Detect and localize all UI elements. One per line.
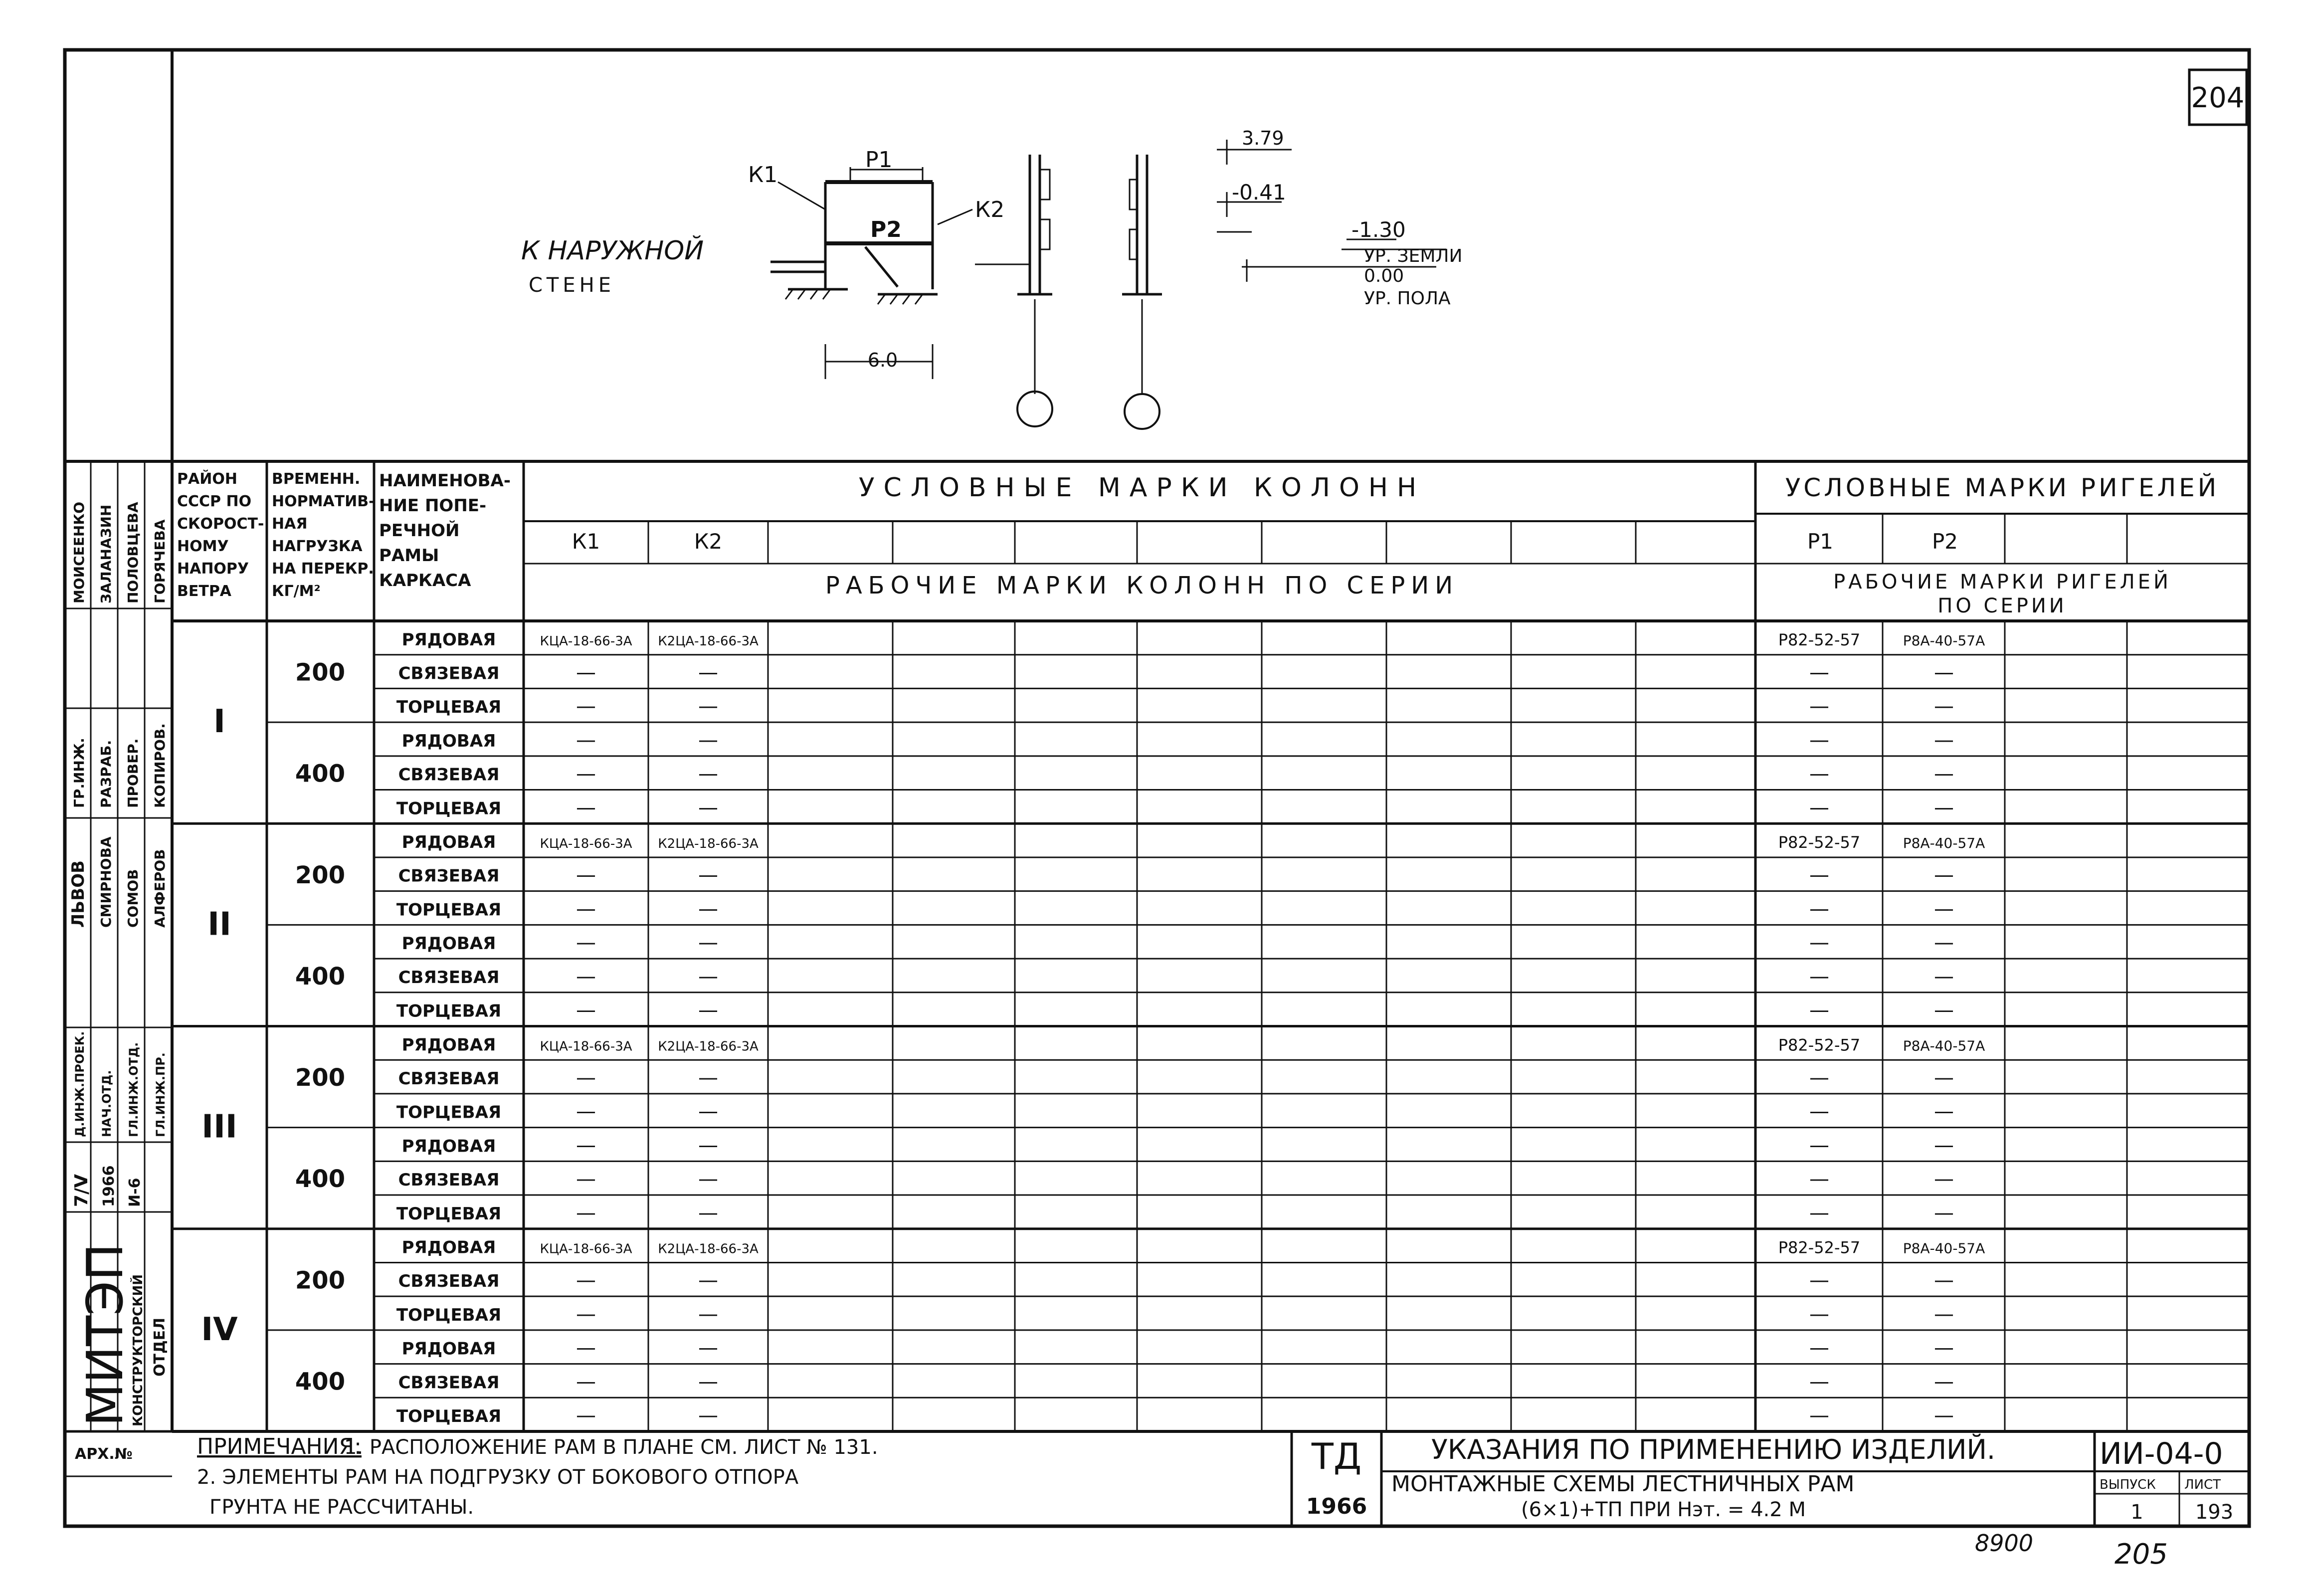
sheet-subtitle-1: МОНТАЖНЫЕ СХЕМЫ ЛЕСТНИЧНЫХ РАМ — [1391, 1471, 1855, 1497]
column-mark-k1: — — [576, 1168, 596, 1191]
note-1: 1. РАСПОЛОЖЕНИЕ РАМ В ПЛАНЕ СМ. ЛИСТ № 131. — [344, 1436, 878, 1459]
frame-type: ТОРЦЕВАЯ — [396, 1406, 502, 1427]
column-mark-k2: — — [698, 1302, 718, 1326]
stamp-org: ОТДЕЛ — [151, 1317, 169, 1377]
header-load: НАЯ — [272, 515, 308, 533]
diagram-outer-wall: К НАРУЖНОЙ — [521, 236, 704, 266]
girder-mark-p1: Р82-52-57 — [1778, 630, 1861, 649]
column-mark-k2: — — [698, 998, 718, 1022]
stamp-role: Д.ИНЖ.ПРОЕК. — [73, 1031, 87, 1137]
girder-mark-p1: — — [1809, 796, 1829, 819]
sheet-title: УКАЗАНИЯ ПО ПРИМЕНЕНИЮ ИЗДЕЛИЙ. — [1431, 1434, 1996, 1465]
header-region: НАПОРУ — [177, 560, 249, 578]
header-frame: РАМЫ — [379, 546, 439, 566]
load-value: 200 — [295, 658, 346, 687]
girder-mark-p2: — — [1934, 1370, 1954, 1394]
header-k2: К2 — [694, 529, 723, 554]
girder-mark-p1: — — [1809, 1269, 1829, 1292]
frame-type: СВЯЗЕВАЯ — [398, 765, 500, 785]
header-p1: Р1 — [1807, 529, 1834, 554]
stamp-name: ПОЛОВЦЕВА — [125, 502, 141, 603]
girder-mark-p2: — — [1934, 728, 1954, 752]
column-mark-k1: — — [576, 1370, 596, 1394]
girder-mark-p2: — — [1934, 1100, 1954, 1123]
stamp-role: ГР.ИНЖ. — [71, 738, 87, 808]
header-girders-working: ПО СЕРИИ — [1937, 595, 2067, 617]
load-value: 200 — [295, 1064, 346, 1092]
header-k1: К1 — [572, 529, 600, 554]
girder-mark-p2: — — [1934, 965, 1954, 988]
girder-mark-p1: — — [1809, 1201, 1829, 1224]
frame-type: РЯДОВАЯ — [401, 832, 496, 852]
level-floor: УР. ПОЛА — [1364, 288, 1451, 309]
girder-mark-p1: — — [1809, 728, 1829, 752]
girder-mark-p2: — — [1934, 1168, 1954, 1191]
level-041: -0.41 — [1232, 180, 1286, 204]
stamp-date: 7/V — [71, 1174, 92, 1207]
stamp-name: СМИРНОВА — [98, 836, 114, 928]
column-mark-k1: — — [576, 965, 596, 988]
column-mark-k2: — — [698, 931, 718, 955]
girder-mark-p2: — — [1934, 1269, 1954, 1292]
stamp-role: КОПИРОВ. — [152, 723, 168, 808]
column-mark-k2: К2ЦА-18-66-3А — [658, 633, 759, 649]
header-p2: Р2 — [1931, 529, 1958, 554]
girder-mark-p1: — — [1809, 1100, 1829, 1123]
column-mark-k1: КЦА-18-66-3А — [540, 1241, 632, 1257]
frame-type: ТОРЦЕВАЯ — [396, 1203, 502, 1224]
girder-mark-p1: — — [1809, 661, 1829, 684]
frame-type: СВЯЗЕВАЯ — [398, 1271, 500, 1292]
column-mark-k1: — — [576, 863, 596, 887]
diagram-labels — [521, 127, 1462, 371]
column-mark-k1: — — [576, 728, 596, 752]
column-mark-k2: К2ЦА-18-66-3А — [658, 836, 759, 851]
girder-mark-p2: Р8А-40-57А — [1903, 1240, 1985, 1257]
table-body — [177, 470, 2219, 1427]
region-number: II — [207, 906, 231, 943]
column-mark-k1: КЦА-18-66-3А — [540, 633, 632, 649]
notes — [197, 1434, 878, 1519]
header-region: НОМУ — [177, 538, 229, 555]
girder-mark-p2: — — [1934, 998, 1954, 1022]
diagram-label-k1: К1 — [748, 162, 778, 188]
header-region: СССР ПО — [177, 493, 252, 510]
header-load: НАГРУЗКА — [272, 538, 363, 555]
header-load: НА ПЕРЕКР. — [272, 560, 374, 578]
column-mark-k1: — — [576, 1269, 596, 1292]
girder-mark-p1: — — [1809, 965, 1829, 988]
column-mark-k2: — — [698, 1168, 718, 1191]
column-mark-k2: — — [698, 1269, 718, 1292]
bottom-mark-right: 205 — [2115, 1538, 2168, 1571]
column-mark-k1: — — [576, 762, 596, 786]
header-columns-working: РАБОЧИЕ МАРКИ КОЛОНН ПО СЕРИИ — [825, 572, 1459, 599]
frame-type: СВЯЗЕВАЯ — [398, 1373, 500, 1393]
girder-mark-p2: — — [1934, 863, 1954, 887]
girder-mark-p2: — — [1934, 762, 1954, 786]
girder-mark-p2: — — [1934, 695, 1954, 718]
diagram-label-p1: Р1 — [865, 147, 893, 173]
frame-type: СВЯЗЕВАЯ — [398, 1068, 500, 1089]
girder-mark-p1: — — [1809, 1134, 1829, 1157]
column-mark-k2: — — [698, 1370, 718, 1394]
column-mark-k2: — — [698, 863, 718, 887]
girder-mark-p2: — — [1934, 1066, 1954, 1089]
girder-mark-p2: — — [1934, 1404, 1954, 1427]
stamp-name: ЛЬВОВ — [68, 860, 88, 928]
column-mark-k2: — — [698, 1404, 718, 1427]
girder-mark-p1: — — [1809, 1168, 1829, 1191]
diagram-span: 6.0 — [867, 349, 898, 371]
sheet-subtitle-2: (6×1)+ТП ПРИ Нэт. = 4.2 М — [1521, 1498, 1806, 1521]
diagram-label-k2: К2 — [975, 197, 1005, 222]
girder-mark-p1: — — [1809, 1336, 1829, 1360]
column-mark-k1: — — [576, 796, 596, 819]
note-2: 2. ЭЛЕМЕНТЫ РАМ НА ПОДГРУЗКУ ОТ БОКОВОГО ОТПОРА — [197, 1466, 799, 1489]
level-ground: УР. ЗЕМЛИ — [1364, 246, 1463, 266]
frame-type: РЯДОВАЯ — [401, 1136, 496, 1157]
header-columns-conditional: УСЛОВНЫЕ МАРКИ КОЛОНН — [858, 473, 1426, 503]
girder-mark-p2: Р8А-40-57А — [1903, 1037, 1985, 1054]
stamp-org-logo: МИТЭП — [76, 1243, 134, 1426]
girder-mark-p2: — — [1934, 1336, 1954, 1360]
header-load: НОРМАТИВ- — [272, 493, 375, 510]
column-mark-k1: КЦА-18-66-3А — [540, 836, 632, 851]
level-379: 3.79 — [1242, 127, 1284, 149]
girder-mark-p1: — — [1809, 1302, 1829, 1326]
stamp-role: НАЧ.ОТД. — [100, 1070, 114, 1137]
girder-mark-p1: — — [1809, 1404, 1829, 1427]
stamp-role: ПРОВЕР. — [125, 738, 141, 808]
girder-mark-p2: Р8А-40-57А — [1903, 835, 1985, 851]
stamp-name: ЗАЛАНАЗИН — [98, 504, 114, 603]
issue-number: 1 — [2130, 1501, 2143, 1524]
column-mark-k1: — — [576, 695, 596, 718]
girder-mark-p1: — — [1809, 762, 1829, 786]
stamp-name: СОМОВ — [125, 869, 141, 928]
load-value: 400 — [295, 760, 346, 788]
load-value: 200 — [295, 1266, 346, 1295]
stamp-date: И-6 — [126, 1178, 144, 1207]
girder-mark-p1: — — [1809, 931, 1829, 955]
girder-mark-p1: — — [1809, 897, 1829, 921]
column-mark-k1: — — [576, 1134, 596, 1157]
girder-mark-p2: — — [1934, 897, 1954, 921]
frame-type: РЯДОВАЯ — [401, 1035, 496, 1055]
stamp-name: ГОРЯЧЕВА — [152, 519, 168, 603]
column-mark-k2: — — [698, 728, 718, 752]
girder-mark-p1: — — [1809, 998, 1829, 1022]
column-mark-k2: — — [698, 1201, 718, 1224]
girder-mark-p1: — — [1809, 1066, 1829, 1089]
region-number: I — [213, 703, 225, 741]
frame-type: ТОРЦЕВАЯ — [396, 1305, 502, 1325]
document-code: ИИ-04-0 — [2100, 1436, 2223, 1471]
column-mark-k1: — — [576, 1336, 596, 1360]
girder-mark-p2: — — [1934, 661, 1954, 684]
column-mark-k2: — — [698, 1100, 718, 1123]
load-value: 200 — [295, 861, 346, 889]
frame-type: ТОРЦЕВАЯ — [396, 798, 502, 819]
diagram-label-p2: Р2 — [870, 217, 902, 242]
header-frame: КАРКАСА — [379, 571, 471, 591]
column-mark-k1: — — [576, 897, 596, 921]
diagram-outer-wall-2: СТЕНЕ — [529, 274, 615, 297]
frame-type: ТОРЦЕВАЯ — [396, 697, 502, 718]
region-number: III — [201, 1108, 237, 1146]
frame-type: СВЯЗЕВАЯ — [398, 967, 500, 988]
girder-mark-p2: — — [1934, 1134, 1954, 1157]
column-mark-k2: — — [698, 1134, 718, 1157]
girder-mark-p1: Р82-52-57 — [1778, 833, 1861, 852]
column-mark-k2: — — [698, 762, 718, 786]
frame-diagram — [770, 140, 1446, 429]
header-girders-working: РАБОЧИЕ МАРКИ РИГЕЛЕЙ — [1833, 571, 2171, 594]
frame-type: РЯДОВАЯ — [401, 629, 496, 650]
frame-type: ТОРЦЕВАЯ — [396, 900, 502, 920]
column-mark-k1: — — [576, 1302, 596, 1326]
sheet-label: ЛИСТ — [2184, 1477, 2221, 1492]
stamp-role: РАЗРАБ. — [98, 740, 114, 808]
header-frame: РЕЧНОЙ — [379, 521, 460, 541]
frame-type: СВЯЗЕВАЯ — [398, 663, 500, 684]
region-number: IV — [201, 1311, 238, 1348]
title-year: 1966 — [1306, 1494, 1367, 1519]
frame-type: РЯДОВАЯ — [401, 1237, 496, 1258]
stamp-archive: АРХ.№ — [75, 1445, 133, 1463]
column-mark-k2: — — [698, 1066, 718, 1089]
stamp-role: ГЛ.ИНЖ.ОТД. — [127, 1042, 141, 1137]
header-load: ВРЕМЕНН. — [272, 470, 361, 488]
girder-mark-p2: — — [1934, 931, 1954, 955]
girder-mark-p1: — — [1809, 863, 1829, 887]
column-mark-k2: — — [698, 695, 718, 718]
note-3: ГРУНТА НЕ РАССЧИТАНЫ. — [209, 1496, 474, 1519]
frame-type: РЯДОВАЯ — [401, 934, 496, 954]
column-mark-k2: — — [698, 1336, 718, 1360]
column-mark-k2: — — [698, 661, 718, 684]
column-mark-k2: — — [698, 965, 718, 988]
girder-mark-p2: — — [1934, 1302, 1954, 1326]
girder-mark-p2: — — [1934, 796, 1954, 819]
stamp-role: ГЛ.ИНЖ.ПР. — [154, 1052, 168, 1137]
column-mark-k2: К2ЦА-18-66-3А — [658, 1241, 759, 1257]
header-frame: НИЕ ПОПЕ- — [379, 496, 487, 516]
column-mark-k1: КЦА-18-66-3А — [540, 1039, 632, 1054]
column-mark-k1: — — [576, 1066, 596, 1089]
frame-type: РЯДОВАЯ — [401, 731, 496, 751]
header-region: СКОРОСТ- — [177, 515, 264, 533]
sheet-number: 193 — [2195, 1501, 2234, 1524]
page-number: 204 — [2191, 82, 2245, 114]
girder-mark-p1: — — [1809, 1370, 1829, 1394]
header-load: КГ/М² — [272, 583, 321, 600]
frame-type: СВЯЗЕВАЯ — [398, 1170, 500, 1191]
stamp-name: АЛФЕРОВ — [152, 849, 168, 928]
girder-mark-p1: — — [1809, 695, 1829, 718]
column-mark-k1: — — [576, 1404, 596, 1427]
frame-type: СВЯЗЕВАЯ — [398, 866, 500, 886]
column-mark-k1: — — [576, 1201, 596, 1224]
column-mark-k2: К2ЦА-18-66-3А — [658, 1039, 759, 1054]
column-mark-k1: — — [576, 931, 596, 955]
girder-mark-p2: Р8А-40-57А — [1903, 632, 1985, 649]
load-value: 400 — [295, 1368, 346, 1396]
load-value: 400 — [295, 962, 346, 991]
level-000: 0.00 — [1364, 266, 1404, 286]
column-mark-k1: — — [576, 661, 596, 684]
bottom-mark-left: 8900 — [1975, 1530, 2034, 1557]
header-region: ВЕТРА — [177, 583, 232, 600]
girder-mark-p1: Р82-52-57 — [1778, 1035, 1861, 1055]
frame-type: ТОРЦЕВАЯ — [396, 1001, 502, 1021]
column-mark-k1: — — [576, 1100, 596, 1123]
column-mark-k2: — — [698, 897, 718, 921]
load-value: 400 — [295, 1165, 346, 1194]
column-mark-k1: — — [576, 998, 596, 1022]
org-logo: ТД — [1311, 1435, 1362, 1477]
stamp-name: МОИСЕЕНКО — [71, 501, 87, 603]
girder-mark-p2: — — [1934, 1201, 1954, 1224]
frame-type: РЯДОВАЯ — [401, 1339, 496, 1359]
column-mark-k2: — — [698, 796, 718, 819]
notes-title: ПРИМЕЧАНИЯ: — [197, 1434, 362, 1459]
sheet-frame — [65, 50, 2249, 1526]
level-130: -1.30 — [1351, 217, 1406, 242]
frame-type: ТОРЦЕВАЯ — [396, 1102, 502, 1123]
header-frame: НАИМЕНОВА- — [379, 471, 511, 491]
stamp-date: 1966 — [100, 1165, 118, 1207]
header-girders-conditional: УСЛОВНЫЕ МАРКИ РИГЕЛЕЙ — [1785, 473, 2220, 502]
header-region: РАЙОН — [177, 470, 237, 488]
girder-mark-p1: Р82-52-57 — [1778, 1238, 1861, 1257]
issue-label: ВЫПУСК — [2100, 1477, 2156, 1492]
stamp-org: КОНСТРУКТОРСКИЙ — [131, 1274, 146, 1426]
